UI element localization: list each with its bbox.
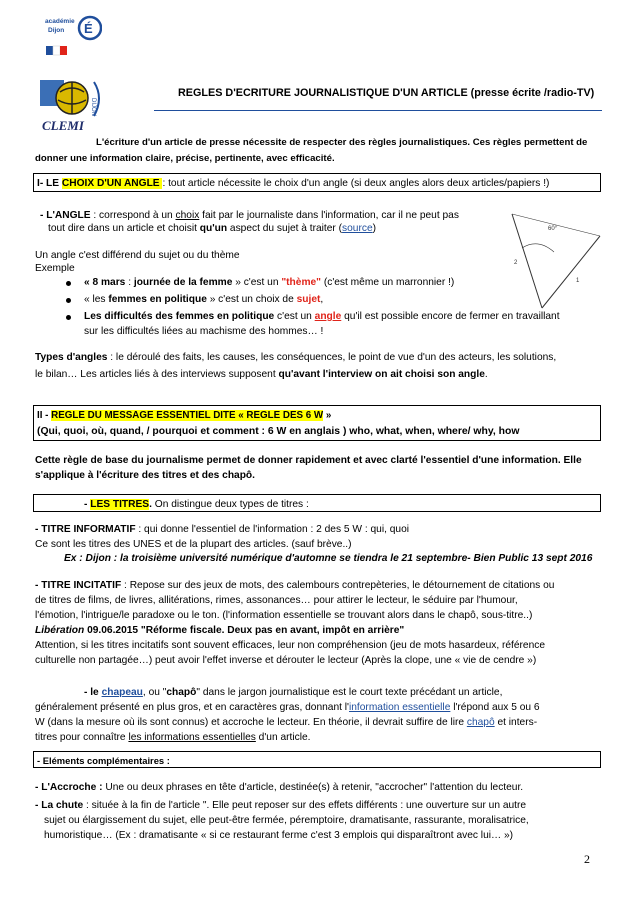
chapeau-line-3a: W (dans la mesure où ils sont connus) et accroche le lecteur. En théorie, il devrait suffire de lire [35, 717, 467, 728]
section-1-text: : tout article nécessite le choix d'un angle (si deux angles alors deux articles/papiers !) [162, 178, 550, 189]
titre-incitatif-line-2: de titres de films, de livres, allitérations, rimes, assonances… pour attirer le lecteur, le séduire par l'humour, [35, 595, 518, 606]
types-line-2c: . [484, 369, 488, 380]
diagram-label-angle: 60° [548, 226, 558, 232]
section-1-prefix: I- LE [37, 178, 62, 189]
types-line-2a: le bilan… Les articles liés à des interviews supposent [35, 369, 279, 380]
example-1-theme: journée de la femme [133, 277, 233, 288]
svg-text:É: É [84, 21, 93, 36]
title-rule [154, 110, 602, 111]
angle-text-1: : correspond à un [90, 210, 176, 221]
chute-label: La chute [41, 800, 84, 811]
angle-line-2c: aspect du sujet à traiter ( [227, 223, 343, 234]
section-2-prefix: II - [37, 410, 52, 421]
difference-line-2: Exemple [35, 263, 75, 274]
liberation-date: 09.06.2015 [84, 625, 139, 636]
clemi-logo [38, 78, 112, 134]
section-2-highlight: REGLE DU MESSAGE ESSENTIEL DITE « REGLE DES 6 W [51, 410, 324, 421]
example-2-comma: , [320, 294, 324, 305]
titre-incitatif-line-6: culturelle non partagée…) peut avoir l'effet inverse et dérouter le lecteur (Après la clope, une « vie de cendre ») [35, 655, 537, 666]
academie-text: académie [45, 18, 75, 25]
titres-box [33, 494, 601, 512]
angle-line-2b: qu'un [199, 223, 228, 234]
section-2-heading [37, 409, 331, 422]
titre-informatif-label: - TITRE INFORMATIF [35, 524, 136, 535]
types-line-1 [35, 351, 556, 364]
titres-text: On distingue deux types de titres : [151, 499, 309, 510]
example-2 [84, 293, 323, 306]
types-text: : le déroulé des faits, les causes, les conséquences, le point de vue d'un des acteurs, les solutions, [107, 352, 557, 363]
svg-text:CLEMI: CLEMI [42, 118, 84, 133]
chapeau-line-2 [35, 701, 540, 714]
angle-dash: - [40, 210, 44, 221]
accroche-label: L'Accroche : [41, 782, 103, 793]
example-1 [84, 276, 454, 289]
liberation-example [35, 624, 404, 637]
titre-incitatif-line-5: Attention, si les titres incitatifs sont souvent efficaces, leur non compréhension (jeu de mots hasardeux, référence [35, 640, 546, 651]
chute-line-3: humoristique… (Ex : dramatisante « si ce restaurant ferme c'est 3 emplois qui disparaîtront avec lui… ») [44, 830, 514, 841]
chapeau-line-4c: d'un article. [255, 732, 311, 743]
clemi-side-text: DIJON [90, 98, 96, 116]
diagram-label-2: 2 [514, 260, 518, 266]
clemi-label [42, 118, 82, 133]
angle-term: L'ANGLE [46, 210, 91, 221]
angle-line-2d: ) [372, 223, 377, 234]
titres-prefix: - [84, 499, 91, 510]
section-1-highlight: CHOIX D'UN ANGLE [61, 178, 163, 189]
academie-city: Dijon [48, 27, 65, 34]
accroche-line [35, 781, 523, 794]
example-3-keyword: angle [314, 311, 342, 322]
chapeau-line-4 [35, 731, 310, 744]
chapeau-line-2c: l'répond aux 5 ou 6 [450, 702, 540, 713]
information-essentielle-link[interactable]: information essentielle [349, 702, 451, 713]
academie-logo [44, 6, 102, 62]
titre-informatif-line-2: Ce sont les titres des UNES et de la plupart des articles. (sauf brève..) [35, 539, 352, 550]
example-1-keyword: "thème" [281, 277, 321, 288]
example-2-subject: femmes en politique [108, 294, 207, 305]
example-text: Dijon : la troisième université numérique d'automne se tiendra le 21 septembre- Bien Public 13 sept 2016 [85, 553, 593, 564]
base-rule-line-1: Cette règle de base du journalisme permet de donner rapidement et avec clarté l'essentiel d'une information. Elle [35, 455, 582, 466]
titre-informatif-example [64, 552, 592, 565]
types-line-2b: qu'avant l'interview on ait choisi son angle [278, 369, 485, 380]
example-1-date: « 8 mars [84, 277, 126, 288]
titre-incitatif-text: : Repose sur des jeux de mots, des calembours contrepèteries, le détournement de citations ou [121, 580, 555, 591]
bullet-3 [66, 315, 71, 320]
chapeau-line-1 [84, 686, 502, 699]
titre-incitatif-line-3: l'émotion, l'intrigue/le paradoxe ou le ton. (l'information essentielle se trouvant alors dans le chapô, sous-titre..) [35, 610, 533, 621]
page-number: 2 [584, 852, 590, 866]
chapeau-line-2a: généralement présenté en plus gros, et en caractères gras, donnant l' [35, 702, 349, 713]
example-1-note: (c'est même un marronnier !) [321, 277, 455, 288]
angle-choix: choix [175, 210, 200, 221]
chapeau-line-4a: titres pour connaître [35, 732, 129, 743]
chapeau-line-3c: et inters- [494, 717, 538, 728]
example-2-keyword: sujet [296, 294, 321, 305]
liberation-headline: "Réforme fiscale. Deux pas en avant, impôt en arrière" [138, 625, 405, 636]
example-3-rest: qu'il est possible encore de fermer en travaillant [341, 311, 560, 322]
example-label: Ex : [64, 553, 86, 564]
chute-dash: - [35, 800, 39, 811]
example-1-sep: : [125, 277, 134, 288]
bullet-2 [66, 298, 71, 303]
difference-line-1: Un angle c'est différend du sujet ou du thème [35, 250, 240, 261]
titre-informatif-text: : qui donne l'essentiel de l'information : 2 des 5 W : qui, quoi [135, 524, 409, 535]
types-label: Types d'angles [35, 352, 108, 363]
titres-highlight: LES TITRES [90, 499, 150, 510]
chapeau-text-e: " dans le jargon journalistique est le court texte précédant un article, [196, 687, 503, 698]
section-2-box [33, 405, 601, 441]
accroche-dash: - [35, 782, 39, 793]
titre-informatif-line-1 [35, 523, 409, 536]
base-rule-line-2: s'applique à l'écriture des titres et des chapô. [35, 470, 255, 481]
chapeau-prefix: - le [84, 687, 102, 698]
section-2-suffix: » [323, 410, 332, 421]
titre-incitatif-label: - TITRE INCITATIF [35, 580, 122, 591]
page-title: REGLES D'ECRITURE JOURNALISTIQUE D'UN ARTICLE (presse écrite /radio-TV) [178, 87, 595, 99]
bullet-1 [66, 281, 71, 286]
section-1-heading [37, 177, 549, 190]
section-1-box [33, 173, 601, 192]
angle-definition-line-2 [48, 222, 376, 235]
titre-incitatif-line-1 [35, 579, 554, 592]
example-3 [84, 310, 560, 323]
diagram-label-1: 1 [576, 278, 580, 284]
chapeau-line-4b: les informations essentielles [128, 732, 256, 743]
source-link[interactable]: source [342, 223, 373, 234]
example-2-open: « les [84, 294, 109, 305]
accroche-text: Une ou deux phrases en tête d'article, destinée(s) à retenir, "accrocher" l'attention du lecteur. [102, 782, 524, 793]
chute-line-2: sujet ou élargissement du sujet, elle peut-être fermée, péremptoire, dramatisante, rassurante, moralisatrice, [44, 815, 529, 826]
example-3-text: c'est un [274, 311, 315, 322]
example-3-line-2: sur les difficultés liées au machisme des hommes… ! [84, 326, 324, 337]
angle-line-2a: tout dire dans un article et choisit [48, 223, 200, 234]
example-3-subject: Les difficultés des femmes en politique [84, 311, 275, 322]
chapeau-text-c: , ou " [142, 687, 167, 698]
example-1-text: » c'est un [232, 277, 282, 288]
chute-line-1 [35, 799, 526, 812]
titres-heading [84, 498, 309, 511]
chapo-term: chapô [166, 687, 197, 698]
chapo-link[interactable]: chapô [466, 717, 495, 728]
chapeau-line-3 [35, 716, 537, 729]
angle-text-2: fait par le journaliste dans l'information, car il ne peut pas [199, 210, 459, 221]
chute-text: : située à la fin de l'article ". Elle peut reposer sur des effets différents : une ouverture sur un autre [83, 800, 527, 811]
intro-line-1: L'écriture d'un article de presse nécessite de respecter des règles journalistiques. Ces règles permettent de [96, 137, 588, 148]
chapeau-link[interactable]: chapeau [101, 687, 143, 698]
section-2-line-2: (Qui, quoi, où, quand, / pourquoi et comment : 6 W en anglais ) who, what, when, where/ why, how [37, 426, 520, 437]
angle-definition-line-1 [40, 209, 459, 222]
intro-line-2: donner une information claire, précise, pertinente, avec efficacité. [35, 153, 335, 164]
liberation-source: Libération [35, 625, 85, 636]
angle-diagram [508, 208, 604, 312]
complements-box [33, 751, 601, 768]
complements-label: - Eléments complémentaires : [37, 755, 170, 766]
types-line-2 [35, 368, 488, 381]
titres-dot: . [149, 499, 152, 510]
example-2-text: » c'est un choix de [206, 294, 297, 305]
